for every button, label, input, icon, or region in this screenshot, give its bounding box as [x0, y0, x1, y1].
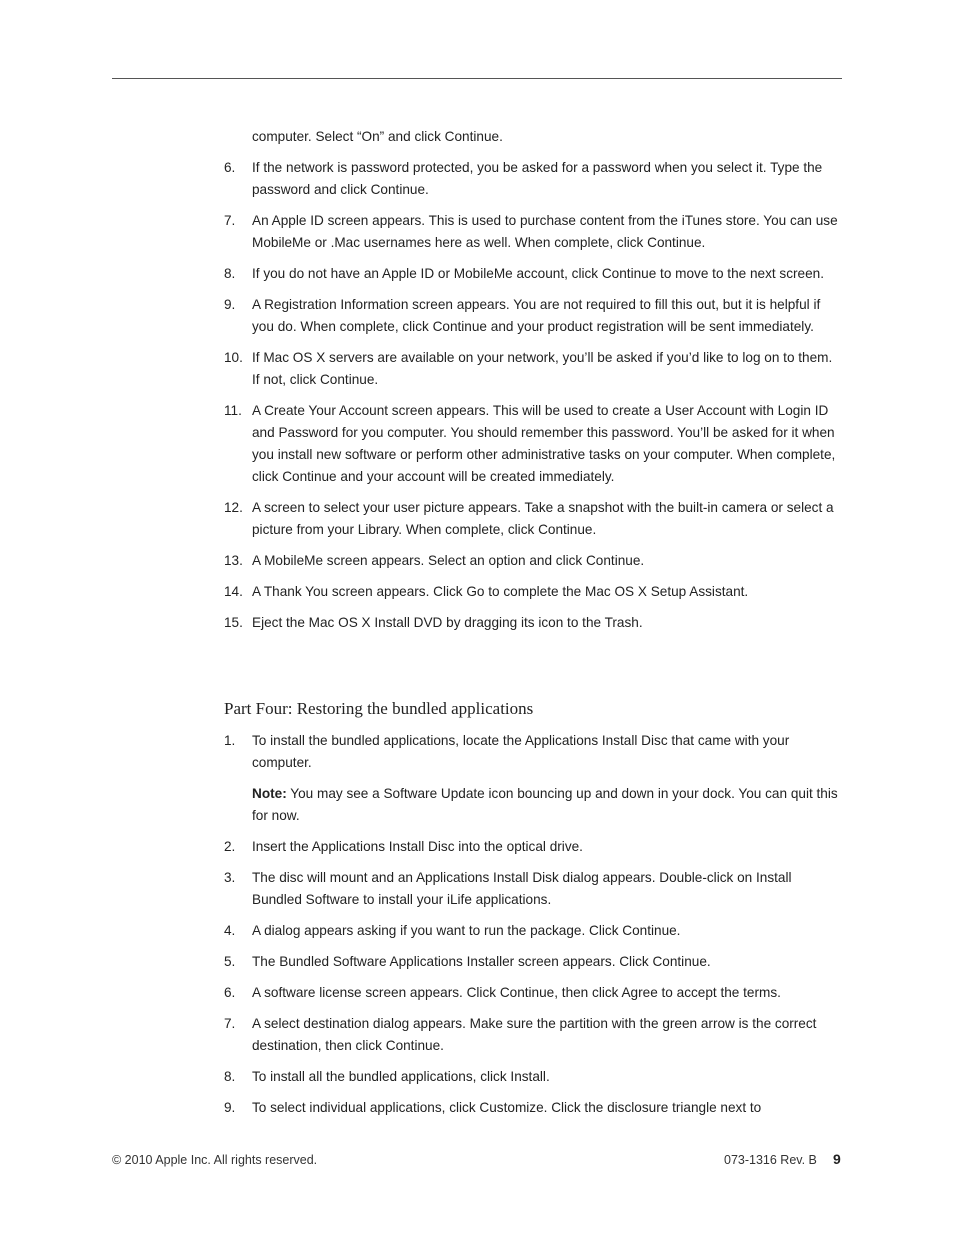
list-item [224, 294, 839, 338]
step-text: To select individual applications, click Customize. Click the disclosure triangle next to [252, 1100, 762, 1115]
part-three-steps [224, 157, 839, 643]
step-text: Eject the Mac OS X Install DVD by dragging its icon to the Trash. [252, 615, 643, 630]
list-item [224, 730, 839, 827]
page-number: 9 [833, 1151, 841, 1167]
step-text: A software license screen appears. Click Continue, then click Agree to accept the terms. [252, 985, 781, 1000]
step-text: A dialog appears asking if you want to run the package. Click Continue. [252, 923, 681, 938]
step-text: To install all the bundled applications, click Install. [252, 1069, 550, 1084]
note-label: Note: [252, 786, 287, 801]
step-number: 8. [224, 266, 236, 281]
footer-doc-number: 073-1316 Rev. B [724, 1153, 817, 1167]
list-item [224, 951, 839, 973]
step-number: 9. [224, 1100, 236, 1115]
list-item [224, 497, 839, 541]
step-number: 2. [224, 839, 236, 854]
header-rule [112, 78, 842, 79]
list-item [224, 1013, 839, 1057]
step-number: 5. [224, 954, 236, 969]
list-item [224, 1097, 839, 1119]
step-number: 4. [224, 923, 236, 938]
part-four-steps [224, 730, 839, 1128]
step-number: 12. [224, 500, 243, 515]
step-number: 1. [224, 733, 236, 748]
list-item [224, 157, 839, 201]
step-text: A MobileMe screen appears. Select an option and click Continue. [252, 553, 645, 568]
step-text: An Apple ID screen appears. This is used to purchase content from the iTunes store. You can use MobileMe or .Mac usernames here as well. When complete, click Continue. [252, 213, 838, 250]
step-number: 10. [224, 350, 243, 365]
step-text: If the network is password protected, you be asked for a password when you select it. Type the password and click Continue. [252, 160, 823, 197]
list-item [224, 982, 839, 1004]
continuation-text: computer. Select “On” and click Continue. [252, 129, 503, 144]
step-text: A screen to select your user picture appears. Take a snapshot with the built-in camera or select a picture from your Library. When complete, click Continue. [252, 500, 834, 537]
step-number: 13. [224, 553, 243, 568]
list-item [224, 400, 839, 488]
list-item [224, 836, 839, 858]
step-text: A Thank You screen appears. Click Go to complete the Mac OS X Setup Assistant. [252, 584, 749, 599]
step-number: 8. [224, 1069, 236, 1084]
list-item [224, 867, 839, 911]
step-text: The Bundled Software Applications Installer screen appears. Click Continue. [252, 954, 711, 969]
step-text: To install the bundled applications, locate the Applications Install Disc that came with your computer. [252, 733, 790, 770]
step-text: A select destination dialog appears. Make sure the partition with the green arrow is the correct destination, then click Continue. [252, 1016, 817, 1053]
step-text: A Create Your Account screen appears. This will be used to create a User Account with Login ID and Password for you computer. You should remember this password. You’ll be asked for it when you install new software or perform other administrative tasks on your computer. When complete, click Continue and your account will be created immediately. [252, 403, 836, 484]
step-text: Insert the Applications Install Disc into the optical drive. [252, 839, 583, 854]
step-number: 6. [224, 160, 236, 175]
step-number: 11. [224, 403, 242, 418]
step-text: A Registration Information screen appears. You are not required to fill this out, but it is helpful if you do. When complete, click Continue and your product registration will be sent immediately. [252, 297, 821, 334]
step-text: If you do not have an Apple ID or MobileMe account, click Continue to move to the next screen. [252, 266, 825, 281]
step-number: 9. [224, 297, 236, 312]
list-item [224, 550, 839, 572]
list-item [224, 210, 839, 254]
list-item [224, 581, 839, 603]
section-heading: Part Four: Restoring the bundled applications [224, 699, 534, 718]
step-number: 15. [224, 615, 243, 630]
list-item [224, 1066, 839, 1088]
step-text: If Mac OS X servers are available on your network, you’ll be asked if you’d like to log on to them. If not, click Continue. [252, 350, 833, 387]
list-item [224, 263, 839, 285]
step-number: 14. [224, 584, 243, 599]
footer-copyright: © 2010 Apple Inc. All rights reserved. [112, 1153, 318, 1167]
step-number: 7. [224, 1016, 236, 1031]
list-item [224, 347, 839, 391]
list-item [224, 612, 839, 634]
note [252, 783, 839, 827]
step-number: 3. [224, 870, 236, 885]
note-text: You may see a Software Update icon bouncing up and down in your dock. You can quit this for now. [252, 786, 838, 823]
list-item [224, 920, 839, 942]
step-number: 6. [224, 985, 236, 1000]
step-number: 7. [224, 213, 236, 228]
step-text: The disc will mount and an Applications Install Disk dialog appears. Double-click on Install Bundled Software to install your iLife applications. [252, 870, 792, 907]
